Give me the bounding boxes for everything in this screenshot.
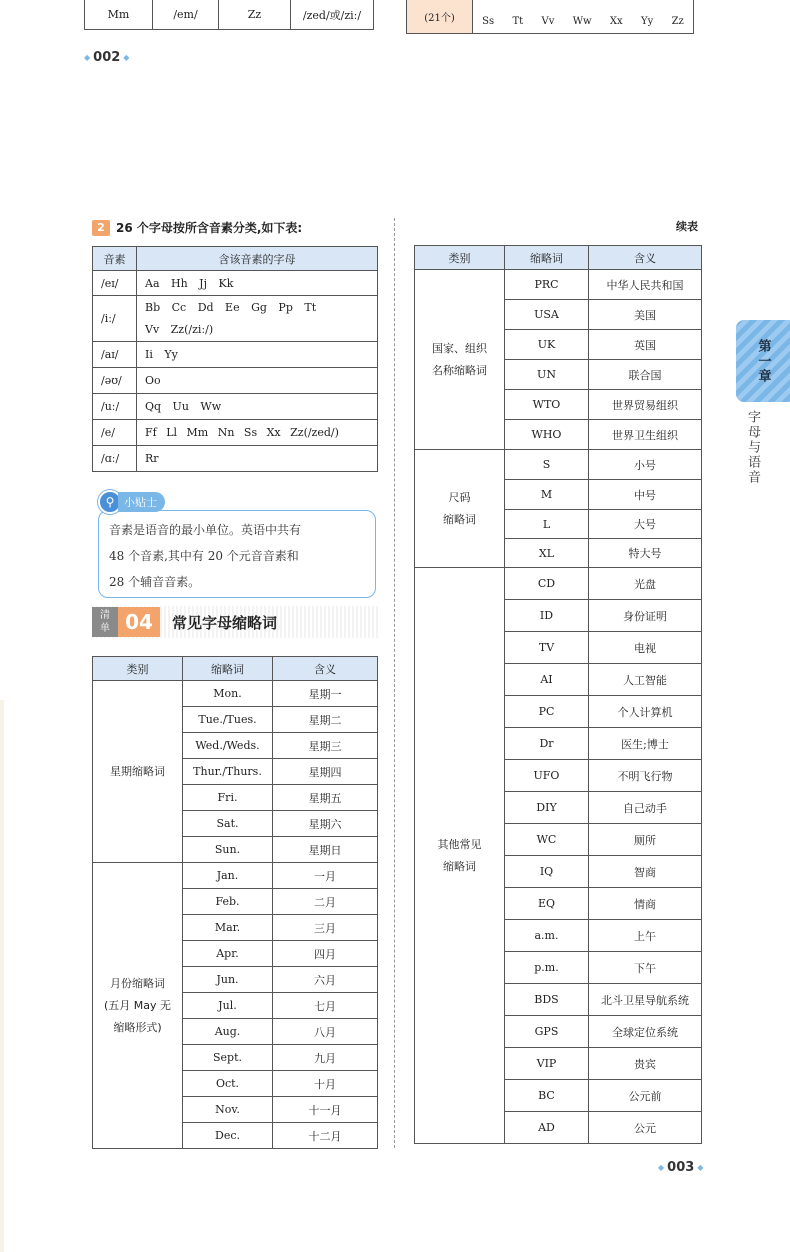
meaning-cell: 医生;博士 [589, 728, 702, 760]
section-heading [92, 219, 302, 236]
phoneme-letters: Ii Yy [137, 342, 378, 368]
section-number-badge: 2 [92, 220, 110, 236]
meaning-cell: 上午 [589, 920, 702, 952]
diamond-icon: ◆ [658, 1163, 665, 1172]
abbreviation-cell: Tue./Tues. [183, 707, 273, 733]
meaning-cell: 联合国 [589, 360, 702, 390]
page-number-text: 003 [667, 1160, 695, 1175]
tip-line: 音素是语音的最小单位。英语中共有 [109, 523, 302, 537]
category-header: 类别 [93, 657, 183, 681]
abbreviation-cell: Mon. [183, 681, 273, 707]
table-row [415, 450, 702, 480]
abbreviation-cell: Thur./Thurs. [183, 759, 273, 785]
diamond-icon: ◆ [123, 53, 130, 62]
phoneme-symbol: /ɑː/ [93, 446, 137, 472]
fragment-letter: Yy [640, 16, 654, 27]
abbreviation-cell: CD [505, 568, 589, 600]
fragment-cell: Mm [85, 0, 153, 29]
meaning-cell: 公元前 [589, 1080, 702, 1112]
continued-label: 续表 [676, 220, 698, 233]
list-number: 04 [118, 607, 160, 637]
category-line: 其他常见 [437, 837, 482, 851]
list-section-header [92, 606, 378, 638]
diamond-icon: ◆ [697, 1163, 704, 1172]
phoneme-symbol: /uː/ [93, 394, 137, 420]
category-cell [415, 450, 505, 568]
meaning-cell: 北斗卫星导航系统 [589, 984, 702, 1016]
meaning-cell: 小号 [589, 450, 702, 480]
abbreviation-cell: p.m. [505, 952, 589, 984]
magnifier-icon: ⚲ [98, 490, 122, 514]
meaning-cell: 光盘 [589, 568, 702, 600]
abbreviation-cell: Sun. [183, 837, 273, 863]
abbreviation-cell: a.m. [505, 920, 589, 952]
meaning-cell: 中号 [589, 480, 702, 510]
meaning-cell: 智商 [589, 856, 702, 888]
category-line: 尺码 [448, 490, 471, 504]
abbreviation-cell: ID [505, 600, 589, 632]
abbreviation-cell: GPS [505, 1016, 589, 1048]
abbreviation-cell: BC [505, 1080, 589, 1112]
tip-line: 28 个辅音音素。 [109, 575, 201, 589]
meaning-cell: 公元 [589, 1112, 702, 1144]
meaning-cell: 十一月 [273, 1097, 378, 1123]
abbreviation-header: 缩略词 [505, 246, 589, 270]
phoneme-letters: Oo [137, 368, 378, 394]
chapter-subtitle: 字母与语音 [745, 410, 760, 485]
phoneme-table [92, 246, 378, 472]
tip-box [98, 510, 376, 598]
column-divider [394, 218, 395, 1148]
category-line: (五月 May 无 [103, 998, 172, 1012]
phoneme-symbol: /aɪ/ [93, 342, 137, 368]
meaning-cell: 七月 [273, 993, 378, 1019]
abbreviation-cell: S [505, 450, 589, 480]
fragment-letter: Ss [482, 16, 495, 27]
abbreviation-cell: AI [505, 664, 589, 696]
meaning-cell: 星期六 [273, 811, 378, 837]
meaning-cell: 九月 [273, 1045, 378, 1071]
meaning-cell: 十二月 [273, 1123, 378, 1149]
meaning-cell: 人工智能 [589, 664, 702, 696]
abbreviation-cell: Jul. [183, 993, 273, 1019]
abbreviation-cell: AD [505, 1112, 589, 1144]
meaning-header: 含义 [589, 246, 702, 270]
tip-line: 48 个音素,其中有 20 个元音音素和 [109, 549, 299, 563]
page-number-left [84, 50, 129, 65]
abbreviation-cell: Wed./Weds. [183, 733, 273, 759]
abbreviation-cell: Jun. [183, 967, 273, 993]
category-header: 类别 [415, 246, 505, 270]
table-row [93, 368, 378, 394]
section-heading-text: 26 个字母按所含音素分类,如下表: [116, 221, 303, 235]
meaning-cell: 星期三 [273, 733, 378, 759]
meaning-cell: 厕所 [589, 824, 702, 856]
fragment-letter: Zz [671, 16, 684, 27]
table-row [93, 863, 378, 889]
list-title: 常见字母缩略词 [172, 613, 278, 632]
fragment-cell: /zed/或/ziː/ [302, 8, 362, 22]
meaning-cell: 一月 [273, 863, 378, 889]
abbreviation-cell: WHO [505, 420, 589, 450]
table-row [93, 271, 378, 296]
fragment-cell: /em/ [153, 0, 219, 29]
phoneme-letters-line: Vv Zz(/ziː/) [145, 322, 214, 336]
category-cell [415, 270, 505, 450]
table-row [93, 342, 378, 368]
abbreviation-cell: Sat. [183, 811, 273, 837]
meaning-cell: 六月 [273, 967, 378, 993]
meaning-header: 含义 [273, 657, 378, 681]
meaning-cell: 全球定位系统 [589, 1016, 702, 1048]
tip-badge [98, 490, 165, 514]
abbreviation-cell: Feb. [183, 889, 273, 915]
meaning-cell: 大号 [589, 510, 702, 539]
fragment-cell: Zz [219, 0, 291, 29]
fragment-label: (21个) [407, 0, 473, 33]
category-line: 名称缩略词 [432, 363, 487, 377]
meaning-cell: 下午 [589, 952, 702, 984]
meaning-cell: 自己动手 [589, 792, 702, 824]
meaning-cell: 四月 [273, 941, 378, 967]
category-line: 缩略形式) [113, 1020, 162, 1034]
abbreviation-cell: IQ [505, 856, 589, 888]
table-row [415, 270, 702, 300]
meaning-cell: 特大号 [589, 539, 702, 568]
fragment-letter: Tt [512, 16, 524, 27]
meaning-cell: 身份证明 [589, 600, 702, 632]
abbreviation-cell: DIY [505, 792, 589, 824]
abbreviation-header: 缩略词 [183, 657, 273, 681]
abbreviation-cell: Sept. [183, 1045, 273, 1071]
meaning-cell: 不明飞行物 [589, 760, 702, 792]
abbreviation-cell: PRC [505, 270, 589, 300]
meaning-cell: 三月 [273, 915, 378, 941]
meaning-cell: 中华人民共和国 [589, 270, 702, 300]
table-row [93, 394, 378, 420]
meaning-cell: 个人计算机 [589, 696, 702, 728]
fragment-letter: Vv [541, 16, 555, 27]
chapter-tab [736, 320, 790, 402]
chapter-tab-label: 第一章 [755, 338, 771, 384]
table-row [93, 446, 378, 472]
table-row [93, 296, 378, 342]
category-cell [415, 568, 505, 1144]
phoneme-symbol: /e/ [93, 420, 137, 446]
phoneme-letters [137, 296, 378, 342]
abbreviation-cell: VIP [505, 1048, 589, 1080]
abbreviation-cell: M [505, 480, 589, 510]
page-number-text: 002 [93, 50, 121, 65]
fragment-letters [473, 0, 693, 33]
diamond-icon: ◆ [84, 53, 91, 62]
page-number-right [658, 1160, 703, 1175]
letters-header: 含该音素的字母 [137, 247, 378, 271]
meaning-cell: 贵宾 [589, 1048, 702, 1080]
abbreviation-cell: L [505, 510, 589, 539]
abbreviation-cell: Apr. [183, 941, 273, 967]
abbreviation-cell: EQ [505, 888, 589, 920]
abbreviation-cell: USA [505, 300, 589, 330]
meaning-cell: 星期日 [273, 837, 378, 863]
list-tag [92, 607, 118, 637]
abbreviation-cell: TV [505, 632, 589, 664]
table-row [93, 420, 378, 446]
phoneme-symbol: /əʊ/ [93, 368, 137, 394]
meaning-cell: 八月 [273, 1019, 378, 1045]
fragment-letter: Xx [609, 16, 623, 27]
meaning-cell: 星期一 [273, 681, 378, 707]
abbreviation-cell: WTO [505, 390, 589, 420]
abbreviation-cell: Fri. [183, 785, 273, 811]
abbreviation-cell: Oct. [183, 1071, 273, 1097]
category-line: 国家、组织 [432, 341, 487, 355]
category-cell [93, 863, 183, 1149]
abbreviation-cell: UFO [505, 760, 589, 792]
fragment-letter: Ww [572, 16, 592, 27]
meaning-cell: 星期五 [273, 785, 378, 811]
meaning-cell: 世界卫生组织 [589, 420, 702, 450]
meaning-cell: 世界贸易组织 [589, 390, 702, 420]
abbreviation-table-right [414, 245, 702, 1144]
category-line: 缩略词 [443, 512, 476, 526]
tip-label: 小贴士 [118, 492, 165, 512]
abbreviation-cell: Dec. [183, 1123, 273, 1149]
phoneme-letters: Aa Hh Jj Kk [137, 271, 378, 296]
list-tag-char: 清 [100, 610, 110, 621]
abbreviation-cell: Dr [505, 728, 589, 760]
meaning-cell: 电视 [589, 632, 702, 664]
phoneme-symbol: /iː/ [93, 296, 137, 342]
table-row [93, 681, 378, 707]
phoneme-symbol: /eɪ/ [93, 271, 137, 296]
meaning-cell: 英国 [589, 330, 702, 360]
abbreviation-cell: Mar. [183, 915, 273, 941]
meaning-cell: 二月 [273, 889, 378, 915]
abbreviation-cell: BDS [505, 984, 589, 1016]
phoneme-header: 音素 [93, 247, 137, 271]
abbreviation-cell: PC [505, 696, 589, 728]
phoneme-letters: Ff Ll Mm Nn Ss Xx Zz(/zed/) [137, 420, 378, 446]
meaning-cell: 情商 [589, 888, 702, 920]
abbreviation-cell: Aug. [183, 1019, 273, 1045]
previous-table-fragment-left [84, 0, 374, 30]
category-cell: 星期缩略词 [93, 681, 183, 863]
meaning-cell: 星期二 [273, 707, 378, 733]
meaning-cell: 十月 [273, 1071, 378, 1097]
abbreviation-cell: UK [505, 330, 589, 360]
previous-table-fragment-right [406, 0, 694, 34]
phoneme-letters: Qq Uu Ww [137, 394, 378, 420]
meaning-cell: 星期四 [273, 759, 378, 785]
abbreviation-cell: UN [505, 360, 589, 390]
page-edge-strip [0, 700, 4, 1252]
abbreviation-cell: WC [505, 824, 589, 856]
abbreviation-cell: Jan. [183, 863, 273, 889]
phoneme-letters-line: Bb Cc Dd Ee Gg Pp Tt [145, 300, 317, 314]
abbreviation-table-left [92, 656, 378, 1149]
category-line: 月份缩略词 [110, 976, 165, 990]
abbreviation-cell: Nov. [183, 1097, 273, 1123]
phoneme-letters: Rr [137, 446, 378, 472]
abbreviation-cell: XL [505, 539, 589, 568]
meaning-cell: 美国 [589, 300, 702, 330]
list-tag-char: 单 [100, 623, 110, 634]
category-line: 缩略词 [443, 859, 476, 873]
table-row [415, 568, 702, 600]
